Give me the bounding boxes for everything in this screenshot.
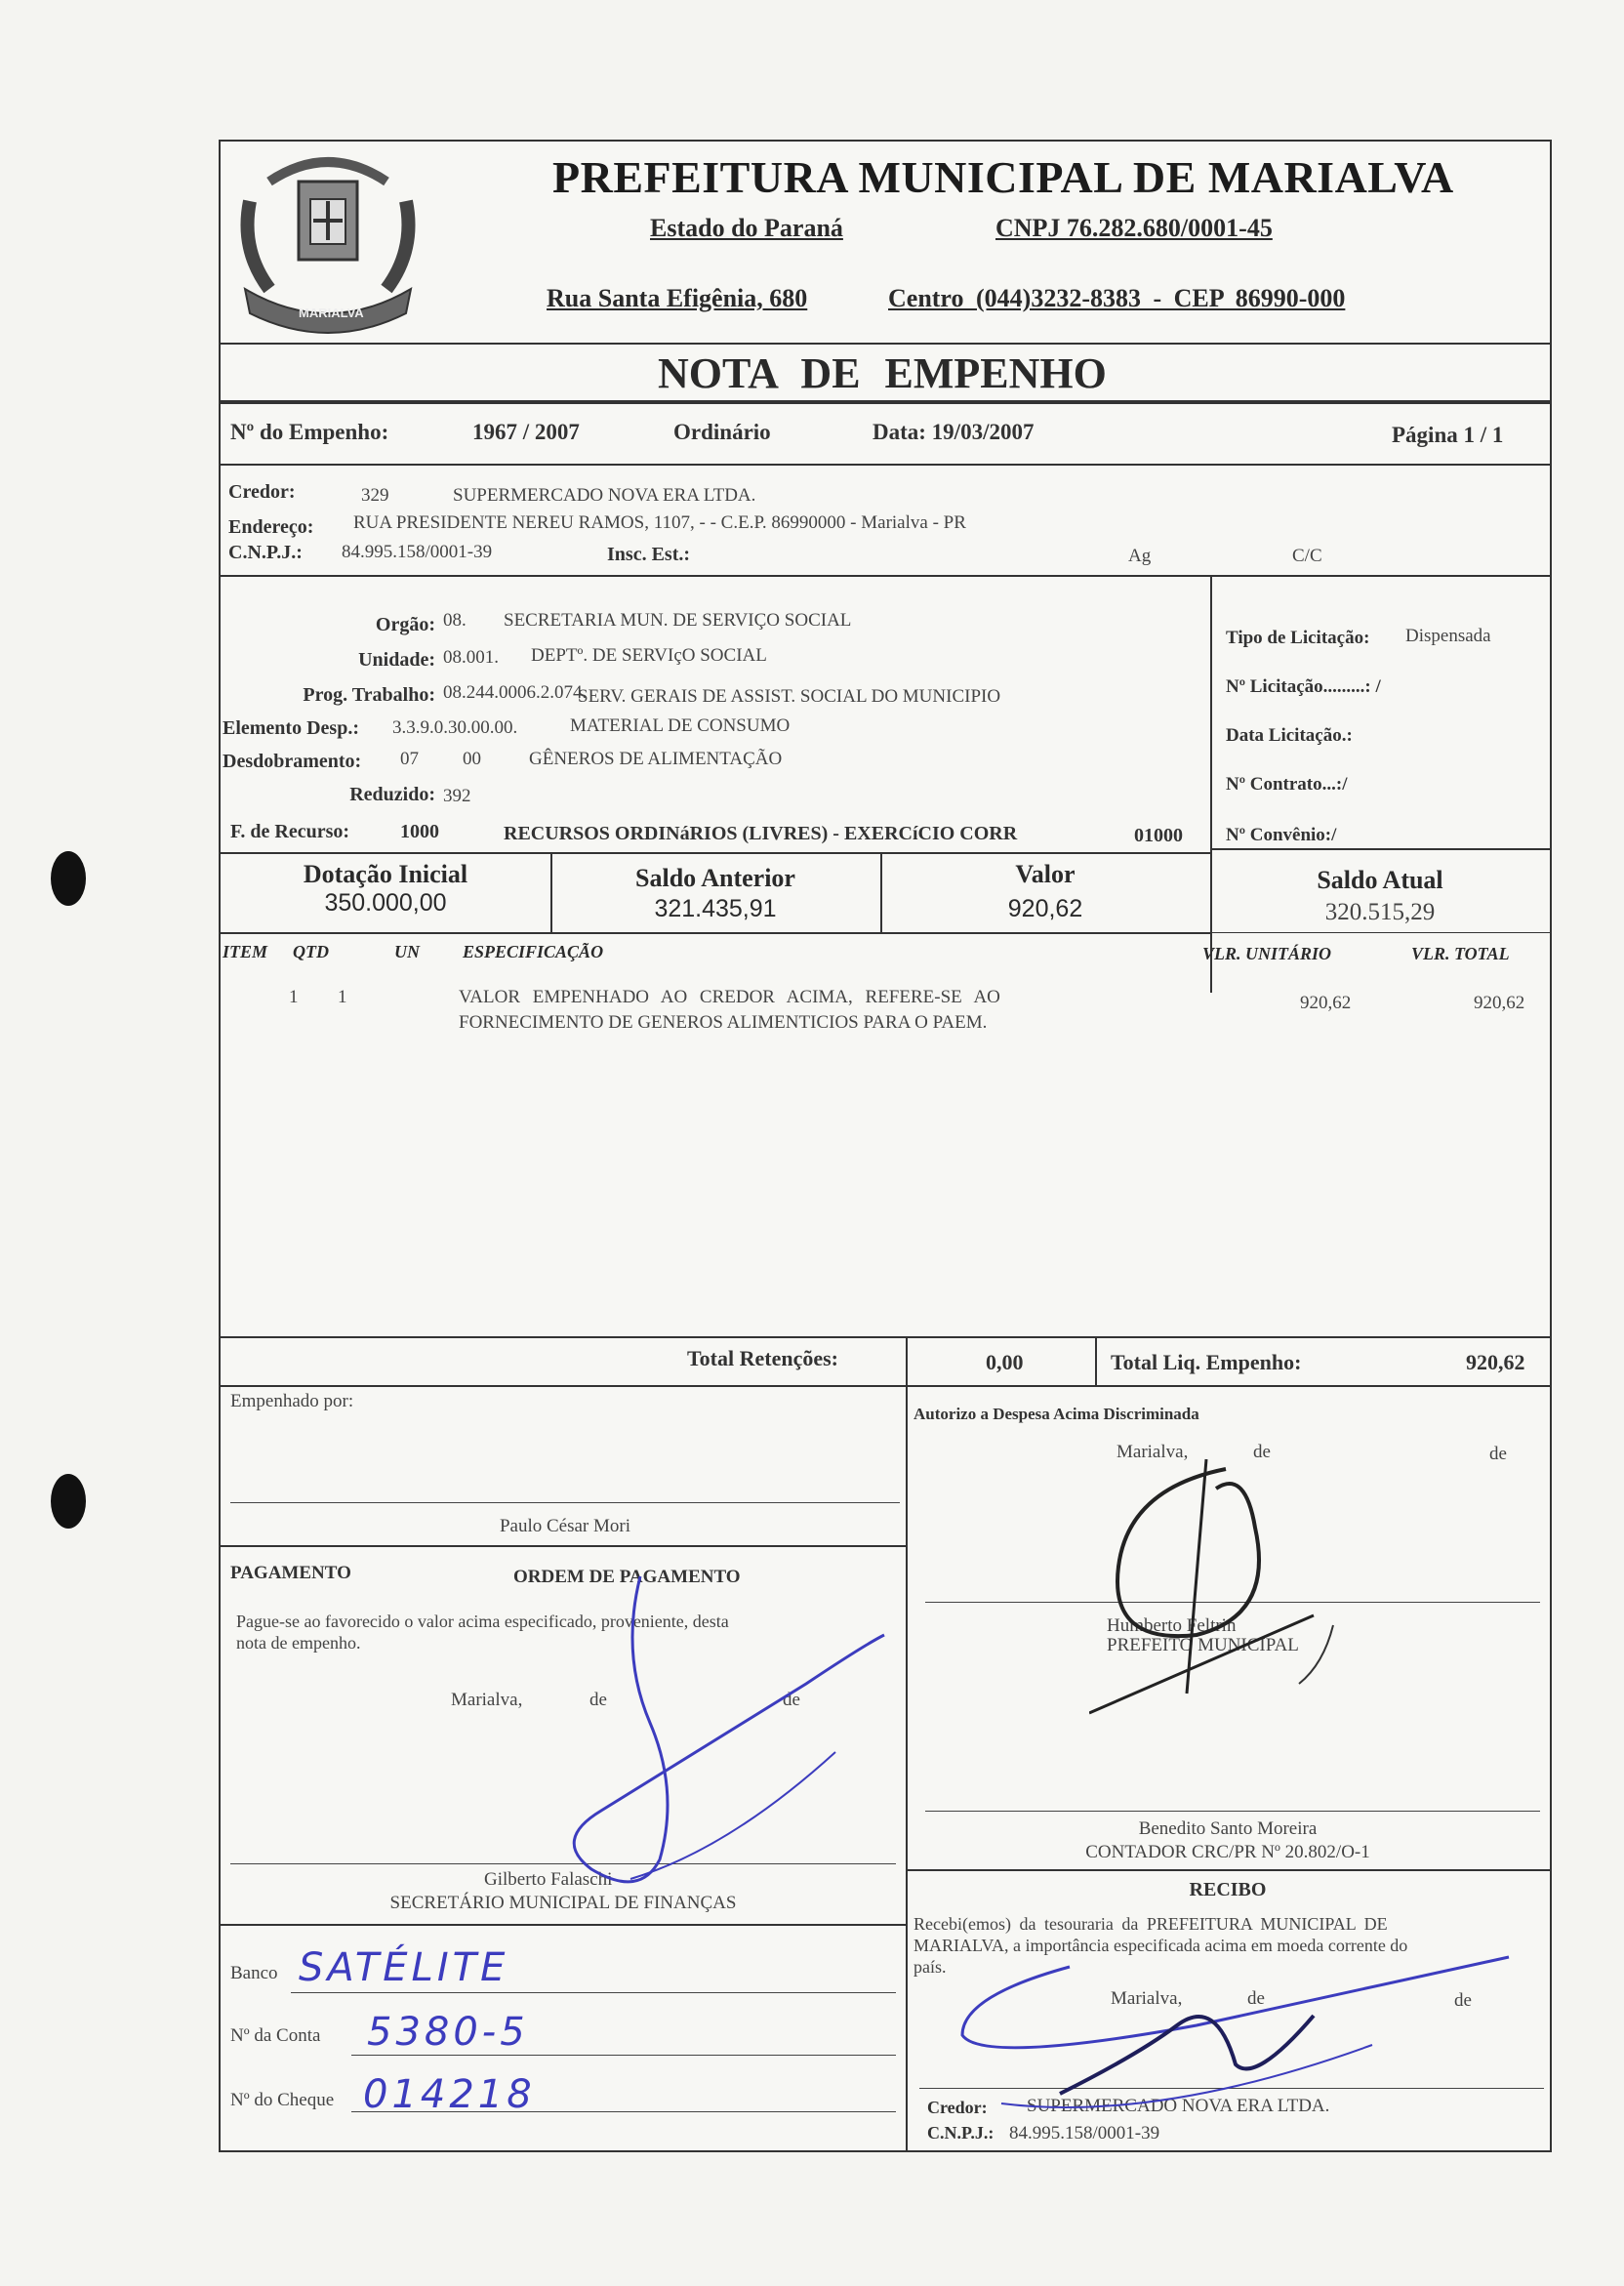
col-vlr-unitario: VLR. UNITÁRIO xyxy=(1202,944,1332,963)
autorizo-city: Marialva, xyxy=(1116,1442,1189,1462)
saldo-atual-label: Saldo Atual xyxy=(1317,866,1443,894)
fonte-recurso-number: 01000 xyxy=(1134,825,1183,846)
fonte-recurso-label: F. de Recurso: xyxy=(230,821,350,842)
state-label: Estado do Paraná xyxy=(650,214,843,242)
licitacao-number: Nº Licitação.........: / xyxy=(1226,676,1381,697)
recibo-text-3: país. xyxy=(914,1957,947,1977)
item-description-1: VALOR EMPENHADO AO CREDOR ACIMA, REFERE-SE AO xyxy=(459,987,1000,1007)
reduzido-value: 392 xyxy=(443,786,471,806)
credor-cnpj: 84.995.158/0001-39 xyxy=(342,542,493,562)
autorizo-label: Autorizo a Despesa Acima Discriminada xyxy=(914,1405,1199,1423)
unidade-label: Unidade: xyxy=(358,649,435,671)
header-street: Rua Santa Efigênia, 680 xyxy=(547,284,808,312)
orgao-name: SECRETARIA MUN. DE SERVIÇO SOCIAL xyxy=(504,610,852,631)
total-liq-label: Total Liq. Empenho: xyxy=(1111,1350,1302,1374)
recibo-de-2: de xyxy=(1454,1990,1472,2011)
page-number: Página 1 / 1 xyxy=(1392,423,1504,447)
col-un: UN xyxy=(394,942,420,961)
valor-value: 920,62 xyxy=(1007,895,1083,922)
pagamento-city: Marialva, xyxy=(451,1690,523,1710)
pagamento-de-2: de xyxy=(783,1690,800,1710)
mayor-signature xyxy=(1089,1449,1401,1742)
punch-hole-top xyxy=(51,851,86,906)
header-cnpj: CNPJ 76.282.680/0001-45 xyxy=(995,214,1273,242)
tipo-licitacao-label: Tipo de Licitação: xyxy=(1226,628,1370,648)
contrato-number: Nº Contrato...:/ xyxy=(1226,774,1348,795)
insc-est-label: Insc. Est.: xyxy=(607,544,691,565)
credor-address: RUA PRESIDENTE NEREU RAMOS, 1107, - - C.E.P. 86990000 - Marialva - PR xyxy=(353,512,966,533)
recibo-cnpj-label: C.N.P.J.: xyxy=(927,2123,995,2143)
desdobramento-b: 00 xyxy=(463,749,481,769)
elemento-code: 3.3.9.0.30.00.00. xyxy=(392,717,518,738)
item-unit-value: 920,62 xyxy=(1300,993,1352,1013)
desdobramento-label: Desdobramento: xyxy=(223,751,362,772)
fonte-recurso-code: 1000 xyxy=(400,821,439,842)
desdobramento-name: GÊNEROS DE ALIMENTAÇÃO xyxy=(529,749,783,769)
elemento-name: MATERIAL DE CONSUMO xyxy=(570,715,791,736)
banco-label: Banco xyxy=(230,1963,278,1983)
col-qtd: QTD xyxy=(293,942,329,961)
item-qtd: 1 xyxy=(338,987,347,1007)
empenho-number-label: Nº do Empenho: xyxy=(230,420,389,444)
licitacao-date: Data Licitação.: xyxy=(1226,725,1353,746)
valor-label: Valor xyxy=(1015,860,1076,888)
total-liq-value: 920,62 xyxy=(1466,1350,1525,1374)
recibo-cnpj: 84.995.158/0001-39 xyxy=(1009,2123,1160,2143)
pagamento-de-1: de xyxy=(589,1690,607,1710)
unidade-code: 08.001. xyxy=(443,647,499,668)
empenho-date: Data: 19/03/2007 xyxy=(873,420,1035,444)
recibo-text-1: Recebi(emos) da tesouraria da PREFEITURA MUNICIPAL DE xyxy=(914,1914,1388,1934)
total-retencoes-label: Total Retenções: xyxy=(687,1346,838,1370)
cheque-value: 014218 xyxy=(363,2072,536,2117)
col-vlr-total: VLR. TOTAL xyxy=(1411,944,1510,963)
contador-role: CONTADOR CRC/PR Nº 20.802/O-1 xyxy=(1085,1842,1370,1862)
col-especificacao: ESPECIFICAÇÃO xyxy=(463,942,604,961)
pagamento-signer-role: SECRETÁRIO MUNICIPAL DE FINANÇAS xyxy=(389,1893,737,1913)
autorizo-de-2: de xyxy=(1489,1444,1507,1464)
total-retencoes-value: 0,00 xyxy=(986,1350,1024,1374)
document-title: NOTA DE EMPENHO xyxy=(658,349,1107,397)
cheque-label: Nº do Cheque xyxy=(230,2090,335,2110)
credor-name: SUPERMERCADO NOVA ERA LTDA. xyxy=(453,485,756,506)
document-frame xyxy=(219,140,1552,2152)
recibo-city: Marialva, xyxy=(1111,1988,1183,2009)
dotacao-inicial-value: 350.000,00 xyxy=(324,889,447,917)
desdobramento-a: 07 xyxy=(400,749,419,769)
empenhado-por-label: Empenhado por: xyxy=(230,1391,354,1411)
credor-cnpj-label: C.N.P.J.: xyxy=(228,542,303,563)
ag-label: Ag xyxy=(1128,546,1152,566)
convenio-number: Nº Convênio:/ xyxy=(1226,825,1337,845)
credor-code: 329 xyxy=(361,485,389,506)
prog-trabalho-code: 08.244.0006.2.074. xyxy=(443,682,588,703)
finance-signature xyxy=(513,1567,923,1918)
punch-hole-bottom xyxy=(51,1474,86,1529)
saldo-anterior-value: 321.435,91 xyxy=(654,895,777,922)
credor-signature xyxy=(904,1908,1548,2133)
empenhado-por-name: Paulo César Mori xyxy=(499,1516,631,1536)
tipo-licitacao-value: Dispensada xyxy=(1405,626,1491,646)
empenho-type: Ordinário xyxy=(673,420,771,444)
recibo-text-2: MARIALVA, a importância especificada acima em moeda corrente do xyxy=(914,1936,1408,1955)
prog-trabalho-label: Prog. Trabalho: xyxy=(303,684,435,706)
elemento-label: Elemento Desp.: xyxy=(223,717,359,739)
pagamento-label: PAGAMENTO xyxy=(230,1563,351,1583)
conta-value: 5380-5 xyxy=(367,2010,529,2055)
page-title: PREFEITURA MUNICIPAL DE MARIALVA xyxy=(552,152,1454,202)
recibo-title: RECIBO xyxy=(1189,1879,1267,1900)
credor-label: Credor: xyxy=(228,481,296,503)
recibo-credor-name: SUPERMERCADO NOVA ERA LTDA. xyxy=(1027,2096,1330,2116)
empenho-number: 1967 / 2007 xyxy=(472,420,580,444)
header-district-phone-cep: Centro (044)3232-8383 - CEP 86990-000 xyxy=(888,284,1346,312)
orgao-code: 08. xyxy=(443,610,467,631)
fonte-recurso-name: RECURSOS ORDINáRIOS (LIVRES) - EXERCíCIO CORR xyxy=(504,823,1018,844)
seal-text: MARIALVA xyxy=(299,306,364,320)
autorizo-de-1: de xyxy=(1253,1442,1271,1462)
dotacao-inicial-label: Dotação Inicial xyxy=(303,860,468,888)
pagamento-text-2: nota de empenho. xyxy=(236,1633,361,1653)
item-total-value: 920,62 xyxy=(1474,993,1525,1013)
recibo-de-1: de xyxy=(1247,1988,1265,2009)
item-number: 1 xyxy=(289,987,299,1007)
prog-trabalho-name: SERV. GERAIS DE ASSIST. SOCIAL DO MUNICIPIO xyxy=(578,686,1001,707)
reduzido-label: Reduzido: xyxy=(349,784,435,805)
banco-value: SATÉLITE xyxy=(299,1945,509,1990)
address-label: Endereço: xyxy=(228,516,314,538)
contador-name: Benedito Santo Moreira xyxy=(1138,1818,1318,1839)
saldo-anterior-label: Saldo Anterior xyxy=(635,864,795,892)
item-description-2: FORNECIMENTO DE GENEROS ALIMENTICIOS PARA O PAEM. xyxy=(459,1012,988,1033)
pagamento-signer-name: Gilberto Falaschi xyxy=(484,1869,613,1890)
col-item: ITEM xyxy=(223,942,268,961)
cc-label: C/C xyxy=(1292,546,1322,566)
orgao-label: Orgão: xyxy=(375,614,435,635)
conta-label: Nº da Conta xyxy=(230,2025,321,2046)
pagamento-text-1: Pague-se ao favorecido o valor acima especificado, proveniente, desta xyxy=(236,1612,729,1631)
autorizo-signer-role: PREFEITO MUNICIPAL xyxy=(1107,1635,1299,1655)
autorizo-signer-name: Humberto Feltrin xyxy=(1107,1615,1237,1636)
ordem-pagamento-label: ORDEM DE PAGAMENTO xyxy=(513,1567,741,1587)
unidade-name: DEPTº. DE SERVIçO SOCIAL xyxy=(531,645,767,666)
saldo-atual-value: 320.515,29 xyxy=(1324,899,1436,925)
recibo-credor-label: Credor: xyxy=(927,2098,988,2117)
